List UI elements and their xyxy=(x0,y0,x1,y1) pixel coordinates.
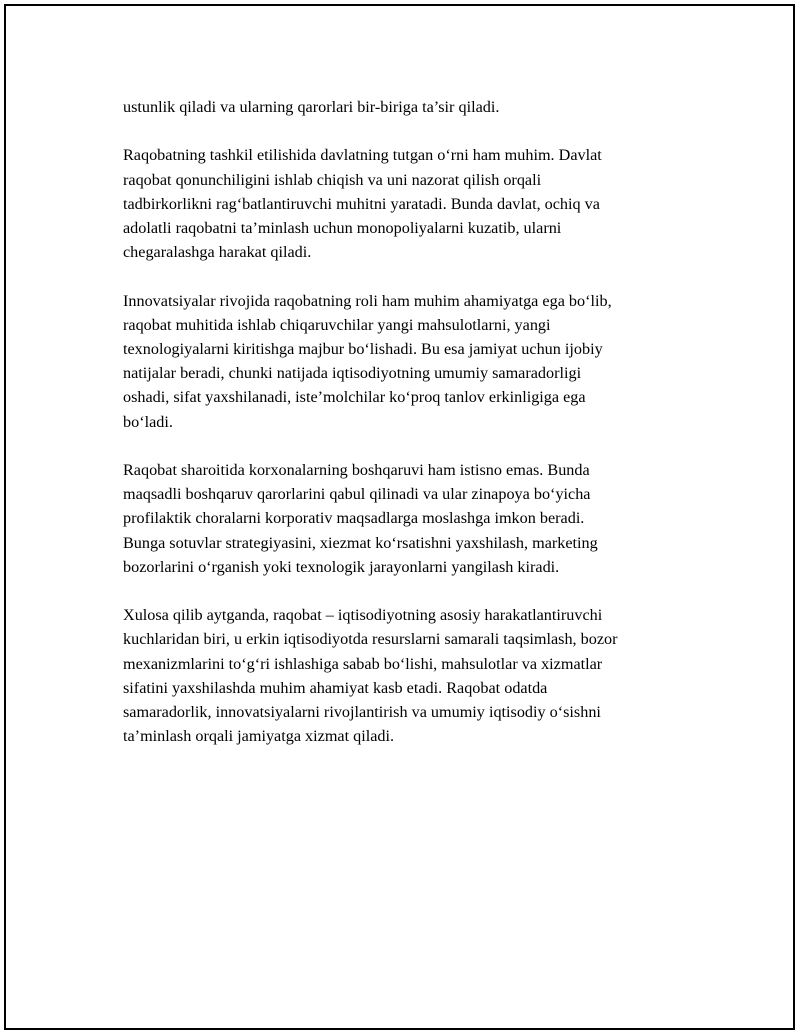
text-line: maqsadli boshqaruv qarorlarini qabul qilinadi va ular zinapoya bo‘yicha xyxy=(123,485,591,504)
text-line: profilaktik choralarni korporativ maqsadlarga moslashga imkon beradi. xyxy=(123,509,585,528)
text-line: chegaralashga harakat qiladi. xyxy=(123,243,312,262)
page-border xyxy=(4,4,795,1030)
text-line: Innovatsiyalar rivojida raqobatning roli ham muhim ahamiyatga ega bo‘lib, xyxy=(123,291,612,310)
text-line: oshadi, sifat yaxshilanadi, iste’molchilar ko‘proq tanlov erkinligiga ega xyxy=(123,388,586,407)
text-line: tadbirkorlikni rag‘batlantiruvchi muhitni yaratadi. Bunda davlat, ochiq va xyxy=(123,194,600,213)
text-line: bo‘ladi. xyxy=(123,412,173,431)
text-line: raqobat qonunchiligini ishlab chiqish va uni nazorat qilish orqali xyxy=(123,170,542,189)
text-line: Raqobatning tashkil etilishida davlatning tutgan o‘rni ham muhim. Davlat xyxy=(123,146,602,165)
text-line: adolatli raqobatni ta’minlash uchun monopoliyalarni kuzatib, ularni xyxy=(123,219,562,237)
paragraph-5 xyxy=(123,603,683,748)
text-line: samaradorlik, innovatsiyalarni rivojlantirish va umumiy iqtisodiy o‘sishni xyxy=(123,703,601,722)
text-line: kuchlaridan biri, u erkin iqtisodiyotda resurslarni samarali taqsimlash, bozor xyxy=(123,630,618,649)
text-line: raqobat muhitida ishlab chiqaruvchilar yangi mahsulotlarni, yangi xyxy=(123,315,551,334)
text-line: natijalar beradi, chunki natijada iqtisodiyotning umumiy samaradorligi xyxy=(123,364,582,383)
text-line: sifatini yaxshilashda muhim ahamiyat kasb etadi. Raqobat odatda xyxy=(123,678,548,697)
text-line: Bunga sotuvlar strategiyasini, xiezmat ko‘rsatishni yaxshilash, marketing xyxy=(123,533,598,552)
text-line: bozorlarini o‘rganish yoki texnologik jarayonlarni yangilash kiradi. xyxy=(123,557,560,576)
paragraph-3 xyxy=(123,289,683,434)
text-line: mexanizmlarini to‘g‘ri ishlashiga sabab bo‘lishi, mahsulotlar va xizmatlar xyxy=(123,654,603,673)
text-line: texnologiyalarni kiritishga majbur bo‘lishadi. Bu esa jamiyat uchun ijobiy xyxy=(123,340,603,358)
document-body xyxy=(123,95,683,773)
text-line: Raqobat sharoitida korxonalarning boshqaruvi ham istisno emas. Bunda xyxy=(123,461,590,479)
text-line: ta’minlash orqali jamiyatga xizmat qiladi. xyxy=(123,727,395,746)
paragraph-2 xyxy=(123,143,683,264)
paragraph-4 xyxy=(123,458,683,579)
text-line: ustunlik qiladi va ularning qarorlari bir-biriga ta’sir qiladi. xyxy=(123,98,500,116)
text-line: Xulosa qilib aytganda, raqobat – iqtisodiyotning asosiy harakatlantiruvchi xyxy=(123,606,603,625)
paragraph-1 xyxy=(123,95,683,119)
